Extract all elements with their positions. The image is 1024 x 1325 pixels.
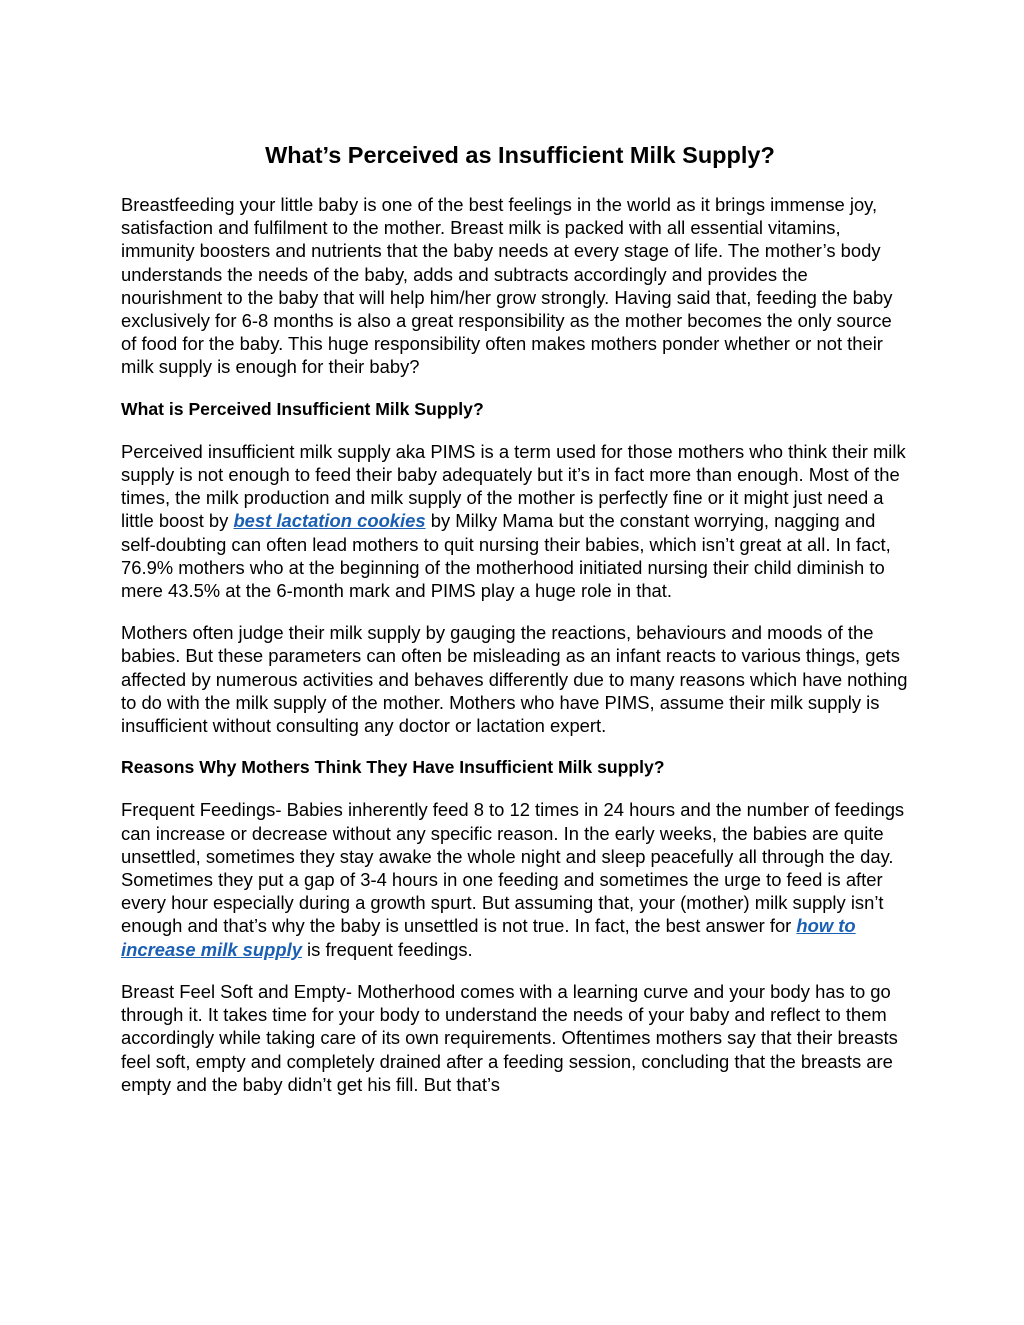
breast-feel-soft-paragraph: Breast Feel Soft and Empty- Motherhood comes with a learning curve and your body has to go through it. It takes time for your body to understand the needs of your baby and reflect to them accordingly while taking care of its own requirements. Oftentimes mothers say that their breasts feel soft, empty and completely drained after a feeding session, concluding that the breasts are empty and the baby didn’t get his fill. But that’s [121, 980, 898, 1095]
pims-judgement-paragraph: Mothers often judge their milk supply by gauging the reactions, behaviours and moods of the babies. But these parameters can often be misleading as an infant reacts to various things, gets affected by numerous activities and behaves differently due to many reasons which have nothing to do with the milk supply of the mother. Mothers who have PIMS, assume their milk supply is insufficient without consulting any doctor or lactation expert. [121, 622, 908, 737]
paragraph-text: is frequent feedings. [301, 938, 473, 960]
paragraph-text: by Milky Mama but the constant worrying, nagging and self-doubting can often lead mothers to quit nursing their babies, which isn’t great at all. In fact, 76.9% mothers who at the beginning of the motherhood initiated nursing their child diminish to mere 43.5% at the 6-month mark and PIMS play a huge role in that. [121, 510, 891, 602]
pims-definition-paragraph [121, 440, 911, 602]
document-page [121, 138, 911, 1115]
paragraph-text: Frequent Feedings- Babies inherently feed 8 to 12 times in 24 hours and the number of feedings can increase or decrease without any specific reason. In the early weeks, the babies are quite unsettled, sometimes they stay awake the whole night and sleep peacefully all through the day. Sometimes they put a gap of 3-4 hours in one feeding and sometimes the urge to feed is after every hour especially during a growth spurt. But assuming that, your (mother) milk supply isn’t enough and that’s why the baby is unsettled is not true. In fact, the best answer for [121, 799, 905, 937]
page-title: What’s Perceived as Insufficient Milk Supply? [265, 142, 775, 168]
increase-milk-supply-link[interactable]: how to increase milk supply [121, 915, 856, 960]
intro-paragraph: Breastfeeding your little baby is one of the best feelings in the world as it brings immense joy, satisfaction and fulfilment to the mother. Breast milk is packed with all essential vitamins, immunity boosters and nutrients that the baby needs at every stage of life. The mother’s body understands the needs of the baby, adds and subtracts accordingly and provides the nourishment to the baby that will help him/her grow strongly. Having said that, feeding the baby exclusively for 6-8 months is also a great responsibility as the mother becomes the only source of food for the baby. This huge responsibility often makes mothers ponder whether or not their milk supply is enough for their baby? [121, 194, 893, 378]
section-heading-reasons: Reasons Why Mothers Think They Have Insufficient Milk supply? [121, 757, 665, 778]
section-heading-pims: What is Perceived Insufficient Milk Supply? [121, 398, 484, 419]
paragraph-text: Perceived insufficient milk supply aka PIMS is a term used for those mothers who think their milk supply is not enough to feed their baby adequately but it’s in fact more than enough. Most of the times, the milk production and milk supply of the mother is perfectly fine or it might just need a little boost by [121, 440, 906, 532]
frequent-feedings-paragraph [121, 798, 911, 960]
best-lactation-cookies-link[interactable]: best lactation cookies [233, 510, 426, 532]
